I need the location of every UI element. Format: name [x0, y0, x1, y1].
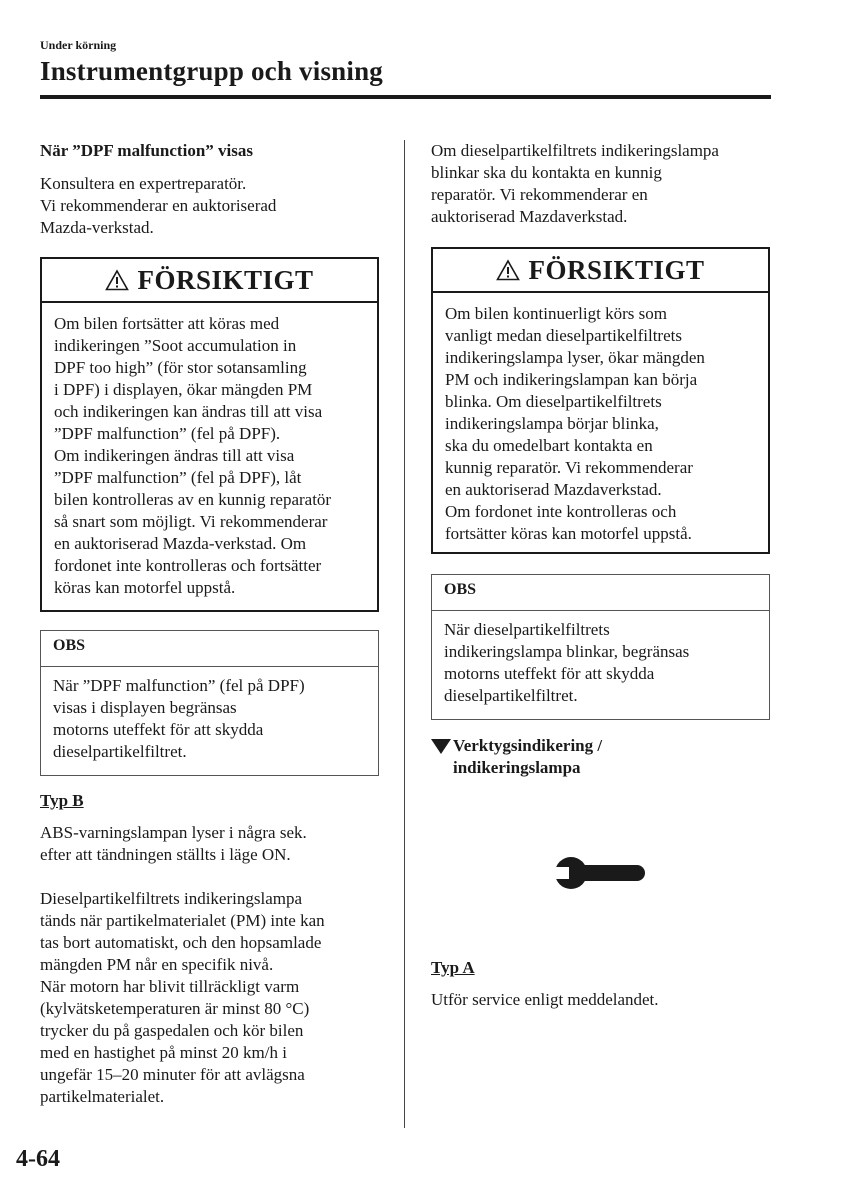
caution-body: Om bilen fortsätter att köras med indikeringen ”Soot accumulation in DPF too high” (för stor sotansamling i DPF) i displayen, ökar mängden PM och indikeringen kan ändras till att visa ”DPF malfunction” (fel på DPF). Om indikeringen ändras till att visa ”DPF malfunction” (fel på DPF), låt bilen kontrolleras av en kunnig reparatör så snart som möjligt. Vi rekommenderar en auktoriserad Mazda-verkstad. Om fordonet inte kontrolleras och fortsätter köras kan motorfel uppstå. — [54, 314, 332, 597]
caution-body: Om bilen kontinuerligt körs som vanligt medan dieselpartikelfiltrets indikeringslampa lyser, ökar mängden PM och indikeringslampan kan börja blinka. Om dieselpartikelfiltrets indikeringslampa börjar blinka, ska du omedelbart kontakta en kunnig reparatör. Vi rekommenderar en auktoriserad Mazdaverkstad. Om fordonet inte kontrolleras och fortsätter köras kan motorfel uppstå. — [445, 304, 705, 543]
note-header: OBS — [41, 631, 378, 667]
right-paragraph-2: Utför service enligt meddelandet. — [431, 990, 659, 1009]
title-rule — [40, 95, 771, 99]
caution-title: FÖRSIKTIGT — [528, 254, 705, 285]
column-divider — [404, 140, 405, 1128]
note-body: När ”DPF malfunction” (fel på DPF) visas i displayen begränsas motorns uteffekt för att skydda dieselpartikelfiltret. — [53, 676, 305, 761]
caution-header — [433, 249, 768, 293]
left-paragraph-1: Konsultera en expertreparatör. Vi rekommenderar en auktoriserad Mazda-verkstad. — [40, 174, 277, 237]
triangle-bullet-icon — [431, 739, 451, 755]
wrench-icon — [553, 850, 649, 896]
page-number: 4-64 — [16, 1146, 60, 1172]
caution-box-right — [431, 247, 770, 554]
tool-indicator-heading-text: Verktygsindikering / indikeringslampa — [453, 736, 603, 777]
typ-b-heading: Typ B — [40, 791, 84, 810]
warning-triangle-icon — [496, 259, 520, 281]
caution-title: FÖRSIKTIGT — [137, 264, 314, 295]
caution-header — [42, 259, 377, 303]
page-title: Instrumentgrupp och visning — [40, 56, 383, 86]
left-paragraph-3: Dieselpartikelfiltrets indikeringslampa tänds när partikelmaterialet (PM) inte kan tas bort automatiskt, och den hopsamlade mängden PM når en specifik nivå. När motorn har blivit tillräckligt varm (kylvätsketemperaturen är minst 80 °C) trycker du på gaspedalen och kör bilen med en hastighet på minst 20 km/h i ungefär 15–20 minuter för att avlägsna partikelmaterialet. — [40, 889, 325, 1106]
caution-box-left — [40, 257, 379, 612]
note-body: När dieselpartikelfiltrets indikeringslampa blinkar, begränsas motorns uteffekt för att skydda dieselpartikelfiltret. — [444, 620, 690, 705]
dpf-malfunction-heading: När ”DPF malfunction” visas — [40, 141, 253, 160]
right-paragraph-1: Om dieselpartikelfiltrets indikeringslampa blinkar ska du kontakta en kunnig reparatör. Vi rekommenderar en auktoriserad Mazdaverkstad. — [431, 141, 719, 226]
note-box-left — [40, 630, 379, 776]
warning-triangle-icon — [105, 269, 129, 291]
section-label: Under körning — [40, 38, 117, 52]
note-box-right — [431, 574, 770, 720]
left-paragraph-2: ABS-varningslampan lyser i några sek. efter att tändningen ställts i läge ON. — [40, 823, 307, 864]
note-header: OBS — [432, 575, 769, 611]
typ-a-heading: Typ A — [431, 958, 475, 977]
